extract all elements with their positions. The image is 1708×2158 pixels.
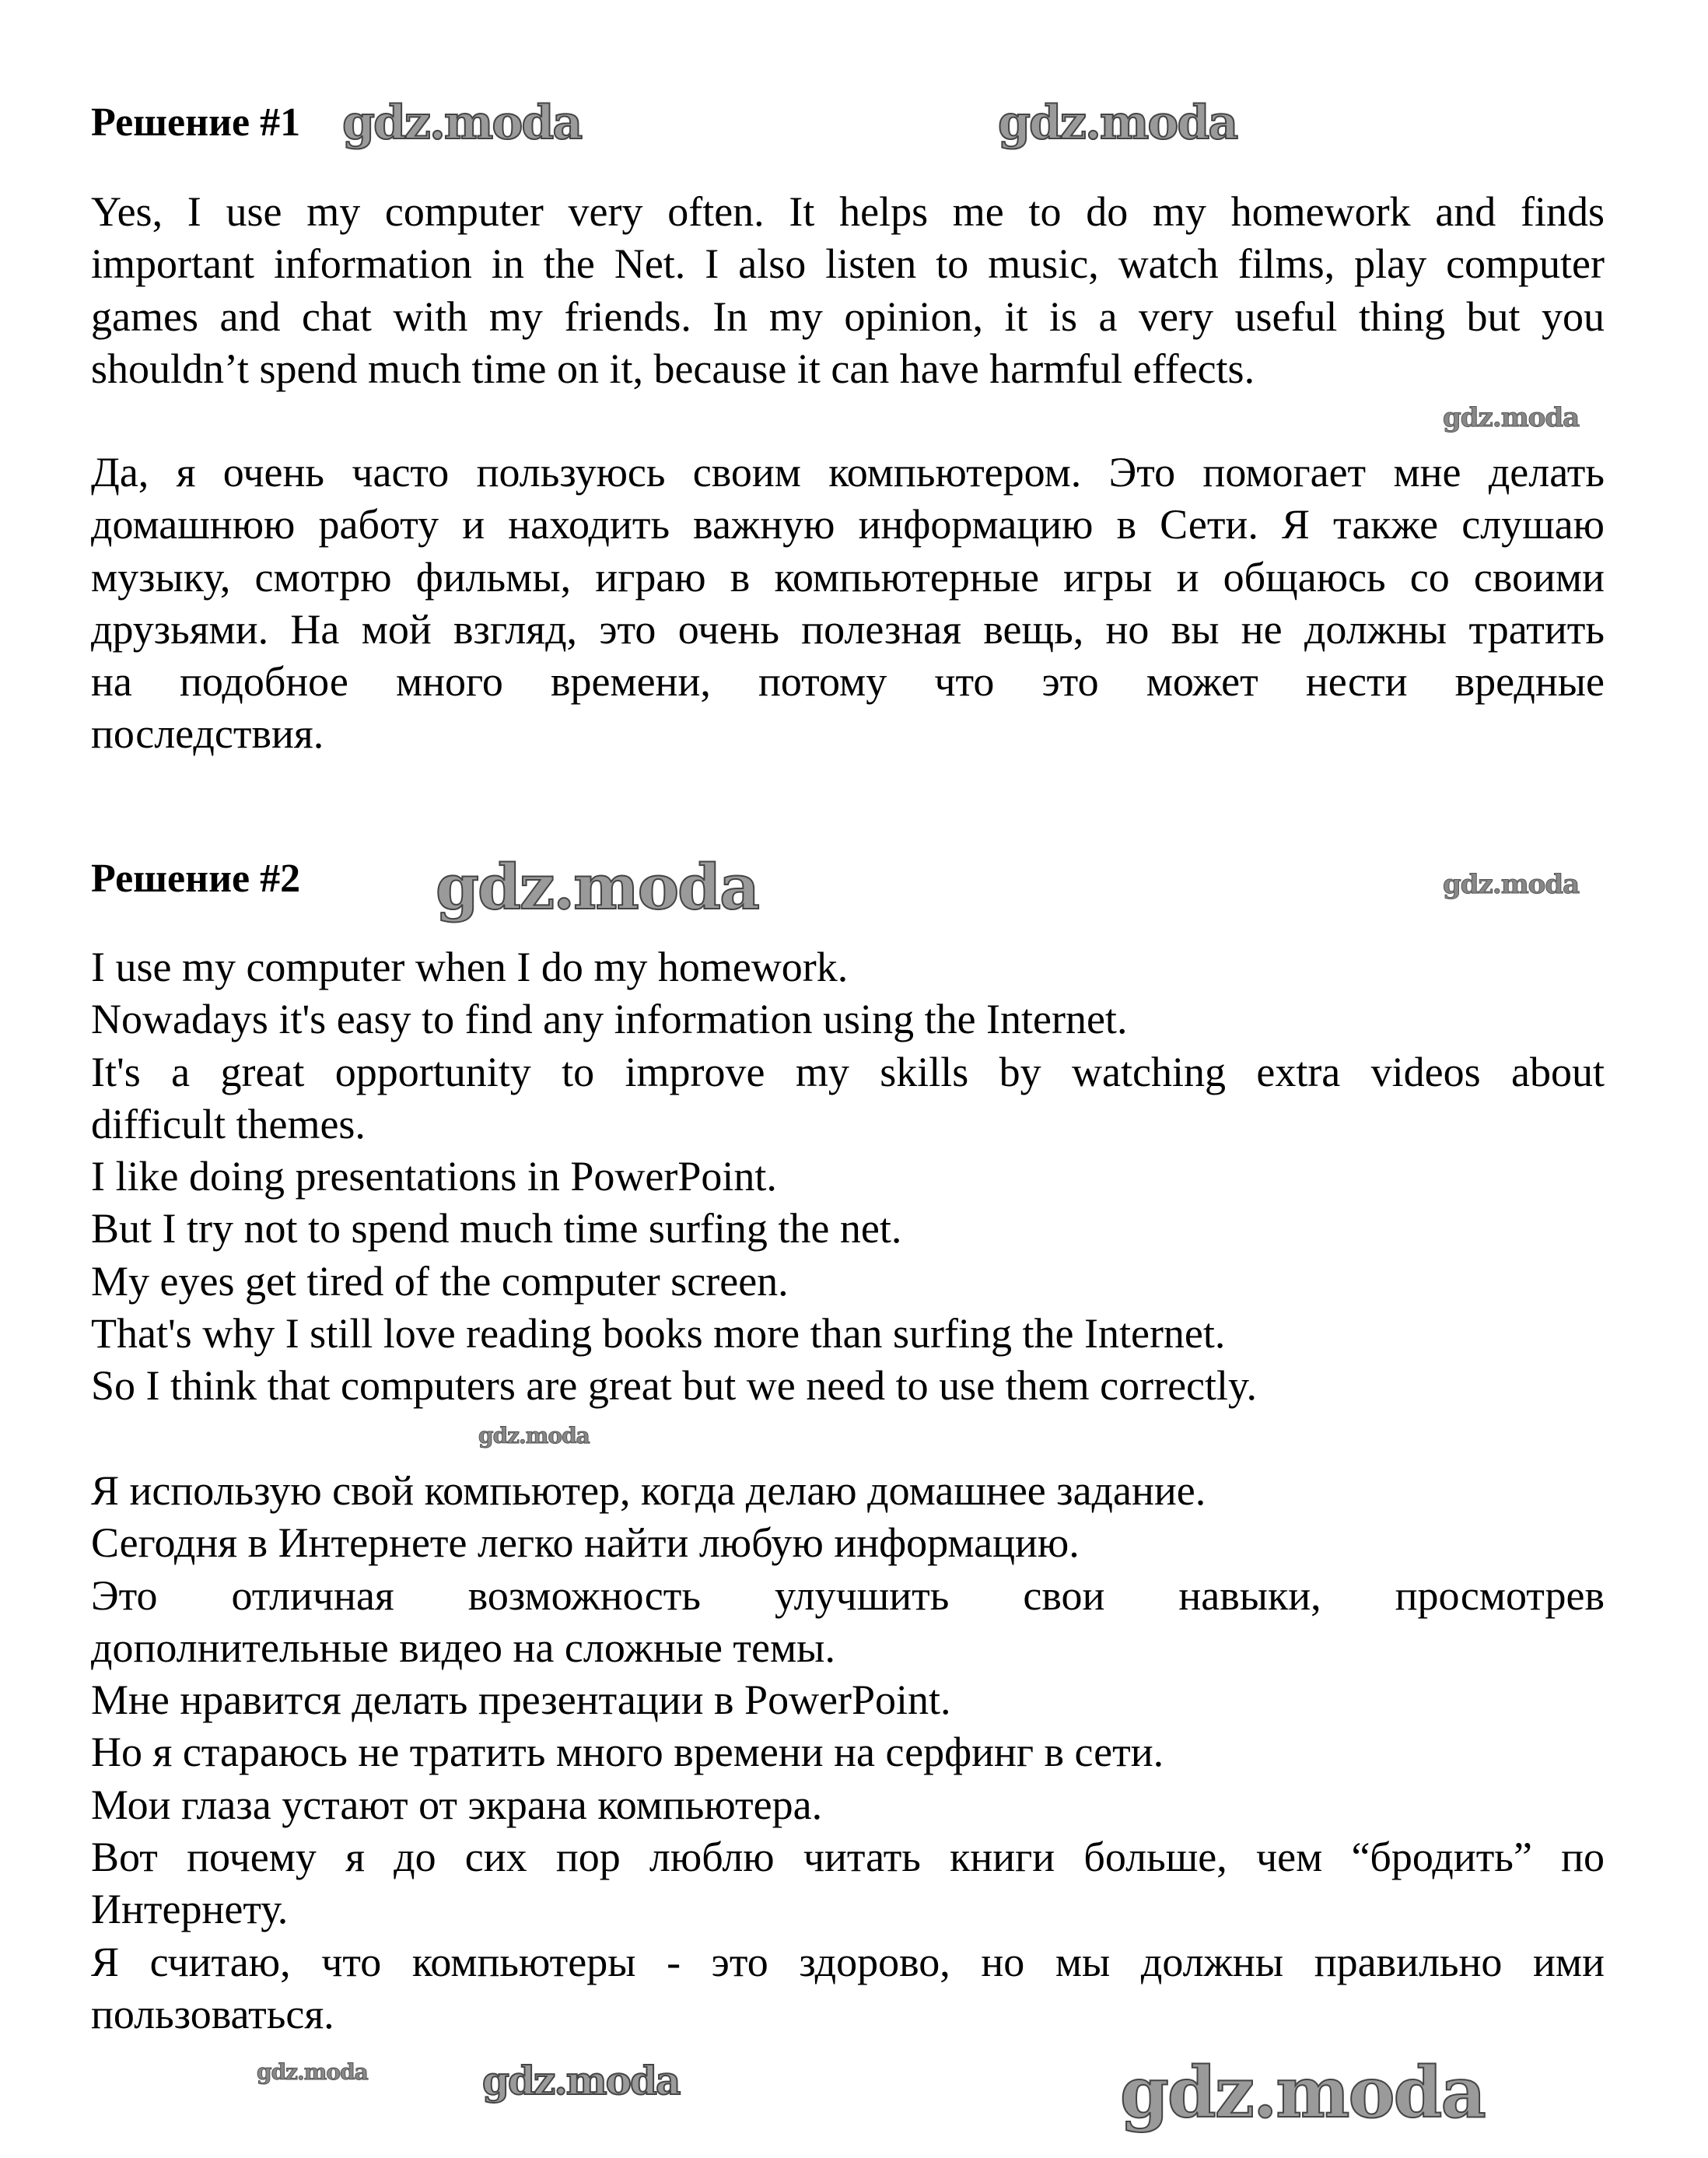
watermark: gdz.moda — [257, 2059, 368, 2085]
text-line: Сегодня в Интернете легко найти любую информацию. — [91, 1519, 1080, 1567]
watermark: gdz.moda — [478, 1423, 590, 1449]
text-line: It's a great opportunity to improve my skills by watching extra videos about — [91, 1048, 1605, 1095]
solution-2-russian-paragraph — [91, 1465, 1605, 2041]
watermark: gdz.moda — [436, 850, 758, 923]
watermark: gdz.moda — [998, 96, 1237, 150]
solution-1-heading: Решение #1 — [91, 100, 301, 145]
text-line: Nowadays it's easy to find any information using the Internet. — [91, 996, 1128, 1043]
text-line: shouldn’t spend much time on it, because it can have harmful effects. — [91, 345, 1255, 392]
text-line: Мне нравится делать презентации в PowerPoint. — [91, 1676, 951, 1724]
text-line: друзьями. На мой взгляд, это очень полезная вещь, но вы не должны тратить — [91, 605, 1605, 653]
text-line: Интернету. — [91, 1886, 289, 1933]
solution-1-russian-paragraph — [91, 447, 1605, 761]
text-line: But I try not to spend much time surfing the net. — [91, 1205, 902, 1252]
text-line: Мои глаза устают от экрана компьютера. — [91, 1781, 823, 1828]
text-line: I like doing presentations in PowerPoint. — [91, 1153, 777, 1200]
text-line: на подобное много времени, потому что это может нести вредные — [91, 658, 1605, 706]
text-line: Я использую свой компьютер, когда делаю домашнее задание. — [91, 1467, 1206, 1514]
text-line: Но я стараюсь не тратить много времени на серфинг в сети. — [91, 1729, 1164, 1776]
watermark: gdz.moda — [1443, 869, 1580, 900]
text-line: Вот почему я до сих пор люблю читать книги больше, чем “бродить” по — [91, 1834, 1605, 1881]
solution-2-english-paragraph — [91, 941, 1605, 1413]
watermark: gdz.moda — [342, 96, 582, 150]
text-line: So I think that computers are great but we need to use them correctly. — [91, 1362, 1258, 1410]
text-line: I use my computer when I do my homework. — [91, 944, 849, 990]
text-line: дополнительные видео на сложные темы. — [91, 1624, 835, 1671]
text-line: important information in the Net. I also listen to music, watch films, play computer — [91, 240, 1605, 288]
text-line: games and chat with my friends. In my opinion, it is a very useful thing but you — [91, 293, 1605, 340]
text-line: Да, я очень часто пользуюсь своим компьютером. Это помогает мне делать — [91, 449, 1605, 496]
text-line: difficult themes. — [91, 1100, 366, 1147]
text-line: музыку, смотрю фильмы, играю в компьютерные игры и общаюсь со своими — [91, 553, 1605, 601]
watermark: gdz.moda — [482, 2058, 680, 2104]
text-line: последствия. — [91, 710, 324, 758]
text-line: домашнюю работу и находить важную информацию в Сети. Я также слушаю — [91, 501, 1605, 548]
solution-2-heading: Решение #2 — [91, 857, 301, 901]
watermark: gdz.moda — [1120, 2051, 1485, 2134]
text-line: That's why I still love reading books more than surfing the Internet. — [91, 1310, 1226, 1358]
text-line: пользоваться. — [91, 1990, 334, 2037]
watermark: gdz.moda — [1443, 402, 1580, 433]
text-line: Я считаю, что компьютеры - это здорово, но мы должны правильно ими — [91, 1938, 1605, 1985]
text-line: Yes, I use my computer very often. It helps me to do my homework and finds — [91, 188, 1605, 235]
solution-1-english-paragraph — [91, 186, 1605, 395]
text-line: Это отличная возможность улучшить свои навыки, просмотрев — [91, 1571, 1605, 1619]
text-line: My eyes get tired of the computer screen. — [91, 1257, 789, 1305]
